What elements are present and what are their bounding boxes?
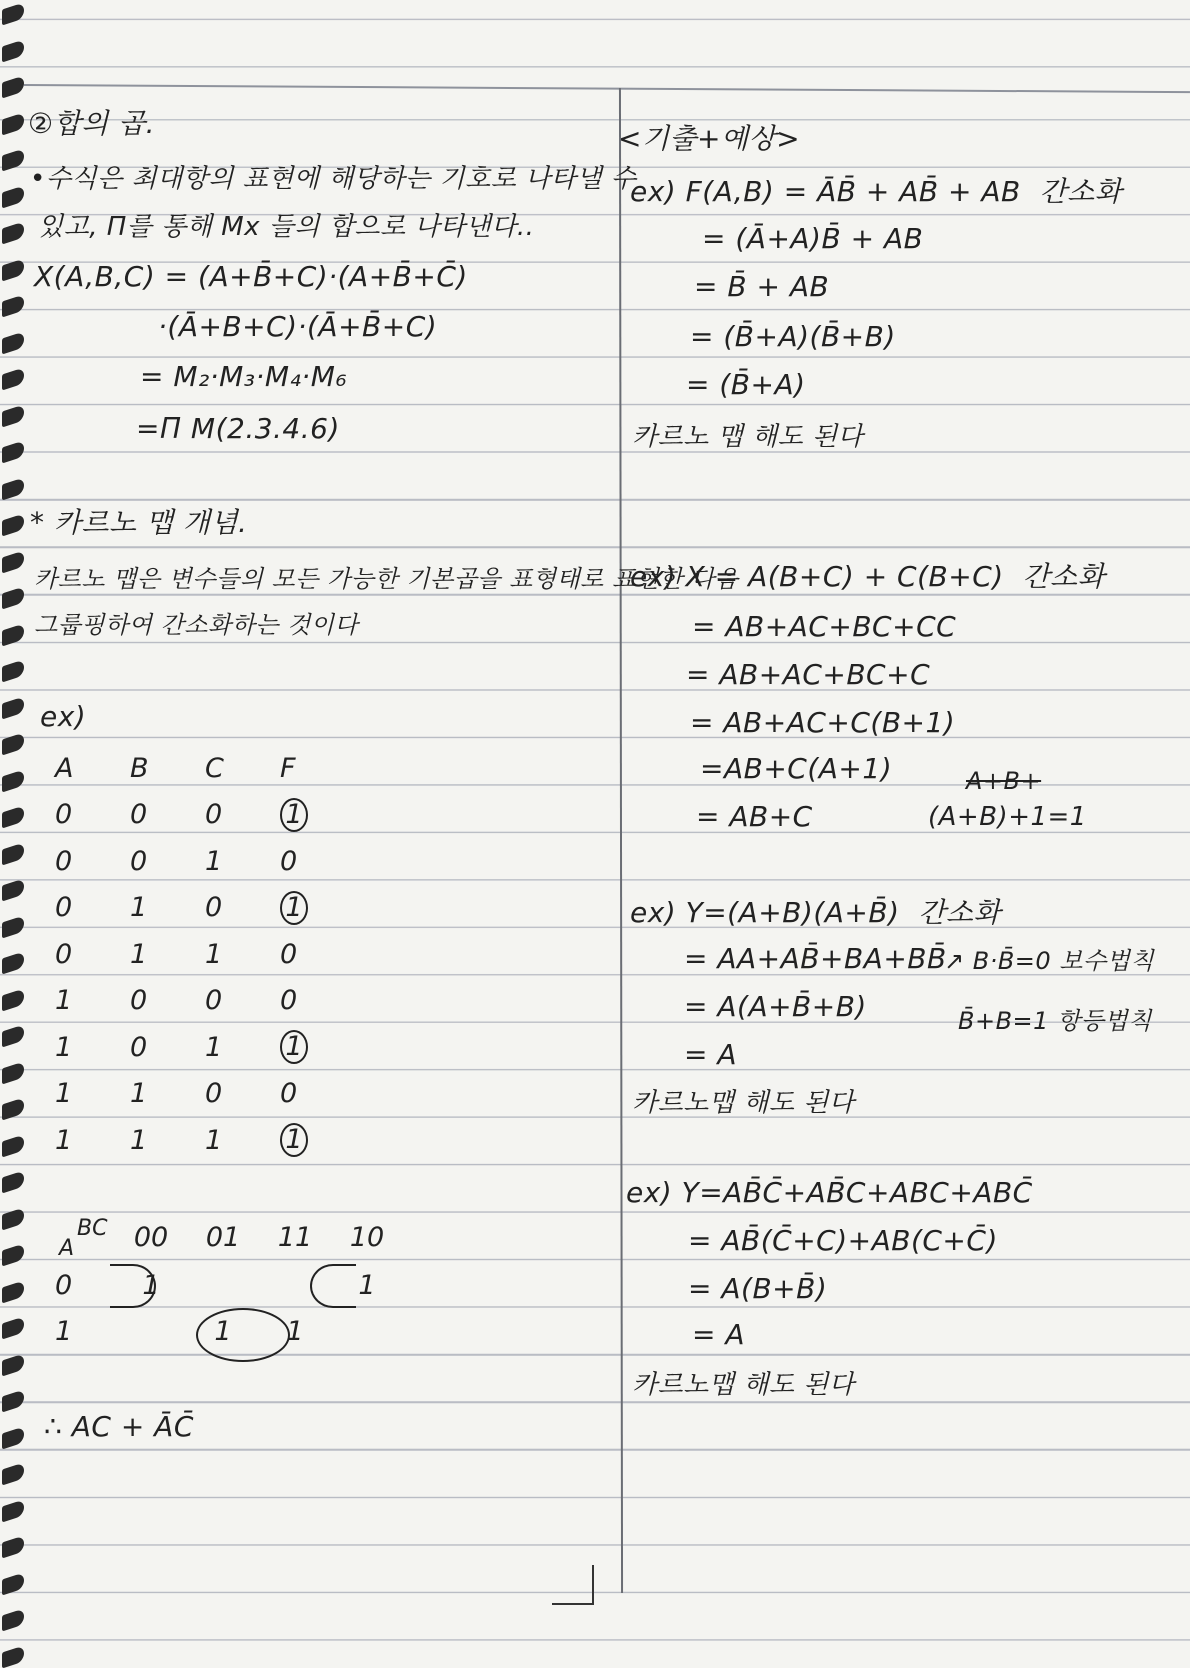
truth-cell-b [130, 1125, 205, 1156]
ex2-line-2: = AB+AC+BC+CC [692, 610, 957, 643]
ex1-line-1: ex) F(A,B) = ĀB̄ + AB̄ + AB 간소화 [630, 175, 1123, 208]
truth-value-a: 1 [55, 1124, 73, 1156]
truth-table-row [55, 838, 355, 885]
kmap-col-11: 11 [277, 1222, 313, 1253]
truth-cell-c [205, 799, 280, 830]
truth-cell-f [280, 798, 355, 832]
truth-value-f: 1 [280, 891, 308, 925]
spiral-ring [2, 951, 24, 974]
spiral-ring [2, 1243, 24, 1266]
top-rule [24, 84, 1190, 93]
kmap-group-loop-right [310, 1264, 356, 1308]
spiral-ring [2, 732, 24, 755]
header-b: B [130, 752, 149, 784]
kmap-col-00: 00 [133, 1222, 169, 1253]
truth-cell-f [280, 1123, 355, 1157]
truth-value-c: 0 [205, 1078, 223, 1110]
truth-cell-c [205, 846, 280, 877]
spiral-ring [2, 1170, 24, 1193]
ex2-line-6: = AB+C [696, 800, 813, 833]
truth-value-a: 0 [55, 845, 73, 877]
bullet-line-2: 있고, Π를 통해 Mx 들의 합으로 나타낸다.. [38, 212, 535, 242]
truth-value-a: 0 [55, 892, 73, 924]
truth-table-row [55, 1024, 355, 1071]
truth-value-c: 1 [205, 938, 223, 970]
ex3-line-2: = AA+AB̄+BA+BB̄ [684, 942, 947, 975]
kmap-cell-0-10: 1 [358, 1270, 376, 1301]
truth-cell-a [55, 1078, 130, 1109]
header-f: F [280, 752, 296, 784]
truth-value-b: 1 [130, 938, 148, 970]
kmap-group-loop-left [110, 1264, 156, 1308]
truth-value-c: 1 [205, 1031, 223, 1063]
truth-value-f: 0 [280, 985, 298, 1017]
spiral-ring [2, 842, 24, 865]
truth-cell-f [280, 1030, 355, 1064]
spiral-ring [2, 1134, 24, 1157]
spiral-ring [2, 477, 24, 500]
spiral-ring [2, 1426, 24, 1449]
truth-cell-b [130, 985, 205, 1016]
truth-table [55, 745, 355, 1164]
spiral-ring [2, 513, 24, 536]
truth-value-b: 1 [130, 1124, 148, 1156]
kmap-cell-0-00: 1 [142, 1270, 160, 1301]
ex1-line-4: = (B̄+A)(B̄+B) [690, 320, 896, 353]
truth-cell-c [205, 939, 280, 970]
spiral-ring [2, 805, 24, 828]
truth-cell-a [55, 799, 130, 830]
truth-value-f: 1 [280, 798, 308, 832]
truth-value-b: 0 [130, 1031, 148, 1063]
kmap-cell-0-01 [187, 1270, 259, 1301]
spiral-ring [2, 769, 24, 792]
ex1-line-5: = (B̄+A) [686, 368, 806, 401]
ex4-note: 카르노맵 해도 된다 [632, 1370, 855, 1400]
bullet-line-1: •수식은 최대항의 표현에 해당하는 기호로 나타낼 수 [30, 164, 637, 194]
truth-cell-a [55, 1125, 130, 1156]
truth-table-header [55, 745, 355, 792]
kmap-col-01: 01 [205, 1222, 241, 1253]
kmap-corner [55, 1216, 115, 1261]
truth-cell-c [205, 985, 280, 1016]
example-label: ex) [40, 700, 87, 733]
truth-cell-a [55, 846, 130, 877]
ex4-line-1: ex) Y=AB̄C̄+AB̄C+ABC+ABC̄ [626, 1176, 1033, 1209]
spiral-ring [2, 294, 24, 317]
spiral-ring [2, 1207, 24, 1230]
kmap-desc-line-2: 그룹핑하여 간소화하는 것이다 [34, 611, 359, 639]
spiral-ring [2, 1353, 24, 1376]
spiral-ring [2, 39, 24, 62]
truth-value-a: 1 [55, 1031, 73, 1063]
spiral-ring [2, 331, 24, 354]
truth-value-c: 0 [205, 985, 223, 1017]
spiral-ring [2, 915, 24, 938]
spiral-ring [2, 1316, 24, 1339]
kmap-cell-1-10 [331, 1316, 403, 1347]
kmap-col-10: 10 [349, 1222, 385, 1253]
truth-value-c: 1 [205, 845, 223, 877]
spiral-ring [2, 1499, 24, 1522]
truth-value-a: 0 [55, 799, 73, 831]
left-result: ∴ AC + ĀC̄ [44, 1410, 194, 1443]
truth-value-a: 0 [55, 938, 73, 970]
truth-value-f: 0 [280, 845, 298, 877]
spiral-ring [2, 1024, 24, 1047]
truth-table-row [55, 885, 355, 932]
ex3-note: 카르노맵 해도 된다 [632, 1088, 855, 1118]
ex3-line-3: = A(A+B̄+B) [684, 990, 867, 1023]
truth-cell-b [130, 846, 205, 877]
spiral-ring [2, 1280, 24, 1303]
truth-cell-f [280, 891, 355, 925]
header-a: A [55, 752, 74, 784]
ex4-line-2: = AB̄(C̄+C)+AB(C+C̄) [688, 1224, 998, 1257]
truth-value-f: 0 [280, 938, 298, 970]
truth-value-c: 0 [205, 892, 223, 924]
spiral-ring [2, 1061, 24, 1084]
truth-cell-b [130, 799, 205, 830]
kmap-corner-bc: BC [77, 1216, 108, 1241]
truth-cell-a [55, 939, 130, 970]
truth-value-f: 1 [280, 1030, 308, 1064]
spiral-ring [2, 1097, 24, 1120]
kmap-corner-a: A [59, 1236, 75, 1261]
truth-cell-a [55, 1032, 130, 1063]
truth-value-a: 1 [55, 985, 73, 1017]
spiral-ring [2, 148, 24, 171]
truth-cell-a [55, 892, 130, 923]
spiral-ring [2, 550, 24, 573]
ex3-line-4: = A [684, 1038, 738, 1071]
ex2-line-1: ex) X = A(B+C) + C(B+C) 간소화 [630, 560, 1106, 593]
truth-value-f: 1 [280, 1123, 308, 1157]
truth-cell-c [205, 1078, 280, 1109]
equation-2: ·(Ā+B+C)·(Ā+B̄+C) [158, 310, 438, 343]
truth-table-row [55, 1117, 355, 1164]
spiral-ring [2, 367, 24, 390]
section-title: ②합의 곱. [28, 107, 156, 140]
kmap-row-1-label: 1 [55, 1316, 73, 1347]
spiral-ring [2, 696, 24, 719]
kmap-cell-1-00 [115, 1316, 187, 1347]
truth-cell-f [280, 985, 355, 1016]
spiral-ring [2, 586, 24, 609]
ex2-side-note: (A+B)+1=1 [928, 802, 1087, 832]
kmap-title: * 카르노 맵 개념. [30, 506, 248, 539]
ex2-line-3: = AB+AC+BC+C [686, 658, 931, 691]
end-mark [552, 1565, 594, 1605]
truth-table-row [55, 1071, 355, 1118]
spiral-ring [2, 988, 24, 1011]
truth-value-f: 0 [280, 1078, 298, 1110]
truth-cell-c [205, 1125, 280, 1156]
right-header: <기출+예상> [618, 122, 801, 155]
ex2-side-crossed: A+B+ [966, 767, 1042, 795]
truth-cell-c [205, 892, 280, 923]
header-c: C [205, 752, 224, 784]
ex3-note-identity: B̄+B=1 항등법칙 [958, 1007, 1152, 1035]
kmap-row-0-label: 0 [55, 1270, 73, 1301]
ex1-line-3: = B̄ + AB [694, 270, 830, 303]
kmap-desc-line-1: 카르노 맵은 변수들의 모든 가능한 기본곱을 표형태로 표현한 다음 [34, 565, 739, 593]
spiral-ring [2, 1572, 24, 1595]
ex3-note-complement: ↗ B·B̄=0 보수법칙 [944, 947, 1155, 975]
spiral-ring [2, 185, 24, 208]
spiral-ring [2, 258, 24, 281]
ex2-line-4: = AB+AC+C(B+1) [690, 706, 956, 739]
truth-cell-f [280, 1078, 355, 1109]
ex4-line-3: = A(B+B̄) [688, 1272, 828, 1305]
truth-value-b: 1 [130, 1078, 148, 1110]
ex1-line-2: = (Ā+A)B̄ + AB [702, 222, 924, 255]
column-divider [619, 88, 623, 1593]
truth-cell-a [55, 985, 130, 1016]
kmap-cell-1-11: 1 [286, 1316, 304, 1347]
truth-value-b: 0 [130, 845, 148, 877]
truth-cell-b [130, 939, 205, 970]
spiral-ring [2, 221, 24, 244]
truth-value-b: 0 [130, 985, 148, 1017]
spiral-ring [2, 1462, 24, 1485]
spiral-ring [2, 440, 24, 463]
truth-table-row [55, 792, 355, 839]
spiral-ring [2, 623, 24, 646]
truth-cell-f [280, 939, 355, 970]
ex1-note: 카르노 맵 해도 된다 [632, 422, 864, 452]
equation-3: = M₂·M₃·M₄·M₆ [140, 360, 348, 393]
truth-table-row [55, 931, 355, 978]
spiral-ring [2, 659, 24, 682]
truth-value-b: 0 [130, 799, 148, 831]
kmap-group-loop-bottom [196, 1308, 290, 1362]
truth-table-row [55, 978, 355, 1025]
ex3-line-1: ex) Y=(A+B)(A+B̄) 간소화 [630, 896, 1001, 929]
ex2-line-5: =AB+C(A+1) [700, 752, 893, 785]
kmap-cell-1-01: 1 [214, 1316, 232, 1347]
truth-cell-f [280, 846, 355, 877]
spiral-ring [2, 878, 24, 901]
truth-value-c: 0 [205, 799, 223, 831]
spiral-ring [2, 1608, 24, 1631]
spiral-ring [2, 112, 24, 135]
truth-value-c: 1 [205, 1124, 223, 1156]
ex4-line-4: = A [692, 1318, 746, 1351]
truth-cell-c [205, 1032, 280, 1063]
truth-cell-b [130, 892, 205, 923]
truth-cell-b [130, 1032, 205, 1063]
spiral-binding [0, 0, 30, 1668]
spiral-ring [2, 1389, 24, 1412]
truth-value-a: 1 [55, 1078, 73, 1110]
spiral-ring [2, 1645, 24, 1668]
equation-4: =Π M(2.3.4.6) [136, 412, 340, 445]
spiral-ring [2, 2, 24, 25]
truth-value-b: 1 [130, 892, 148, 924]
equation-1: X(A,B,C) = (A+B̄+C)·(A+B̄+C̄) [34, 260, 468, 293]
kmap-header [55, 1216, 403, 1261]
spiral-ring [2, 75, 24, 98]
truth-cell-b [130, 1078, 205, 1109]
spiral-ring [2, 1535, 24, 1558]
spiral-ring [2, 404, 24, 427]
